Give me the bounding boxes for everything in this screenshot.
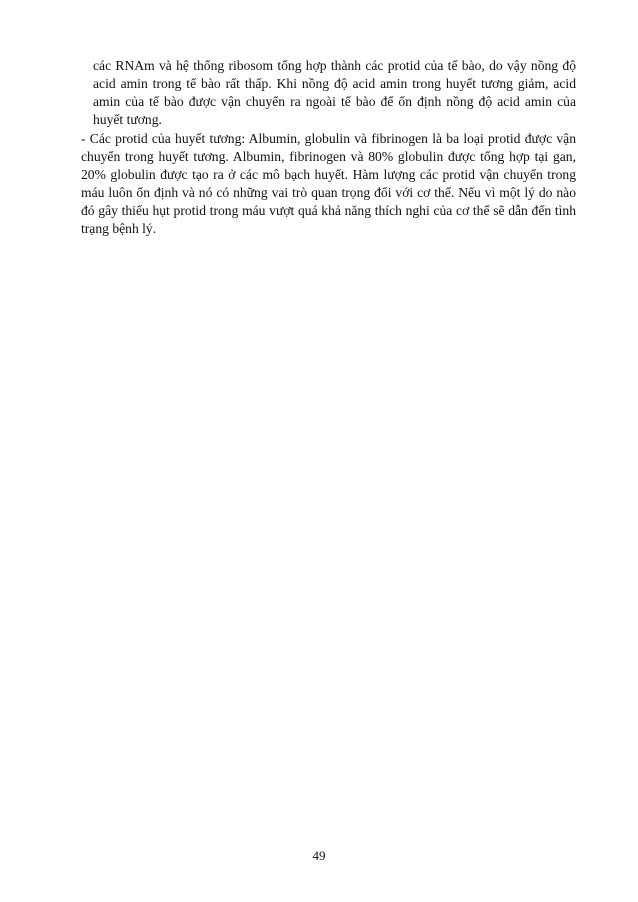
paragraph-amino-acid-transport: các RNAm và hệ thống ribosom tổng hợp thành các protid của tế bào, do vậy nồng độ acid amin trong tế bào rất thấp. Khi nồng độ acid amin trong huyết tương giảm, acid amin của tế bào được vận chuyển ra ngoài tế bào để ổn định nồng độ acid amin của huyết tương.: [93, 58, 576, 127]
paragraph-plasma-protids: - Các protid của huyết tương: Albumin, globulin và fibrinogen là ba loại protid được vận chuyển trong huyết tương. Albumin, fibrinogen và 80% globulin được tổng hợp tại gan, 20% globulin được tạo ra ở các mô bạch huyết. Hàm lượng các protid vận chuyển trong máu luôn ổn định và nó có những vai trò quan trọng đối với cơ thể. Nếu vì một lý do nào đó gây thiếu hụt protid trong máu vượt quá khả năng thích nghi của cơ thể sẽ dẫn đến tình trạng bệnh lý.: [81, 131, 576, 236]
page-number: 49: [312, 848, 326, 863]
